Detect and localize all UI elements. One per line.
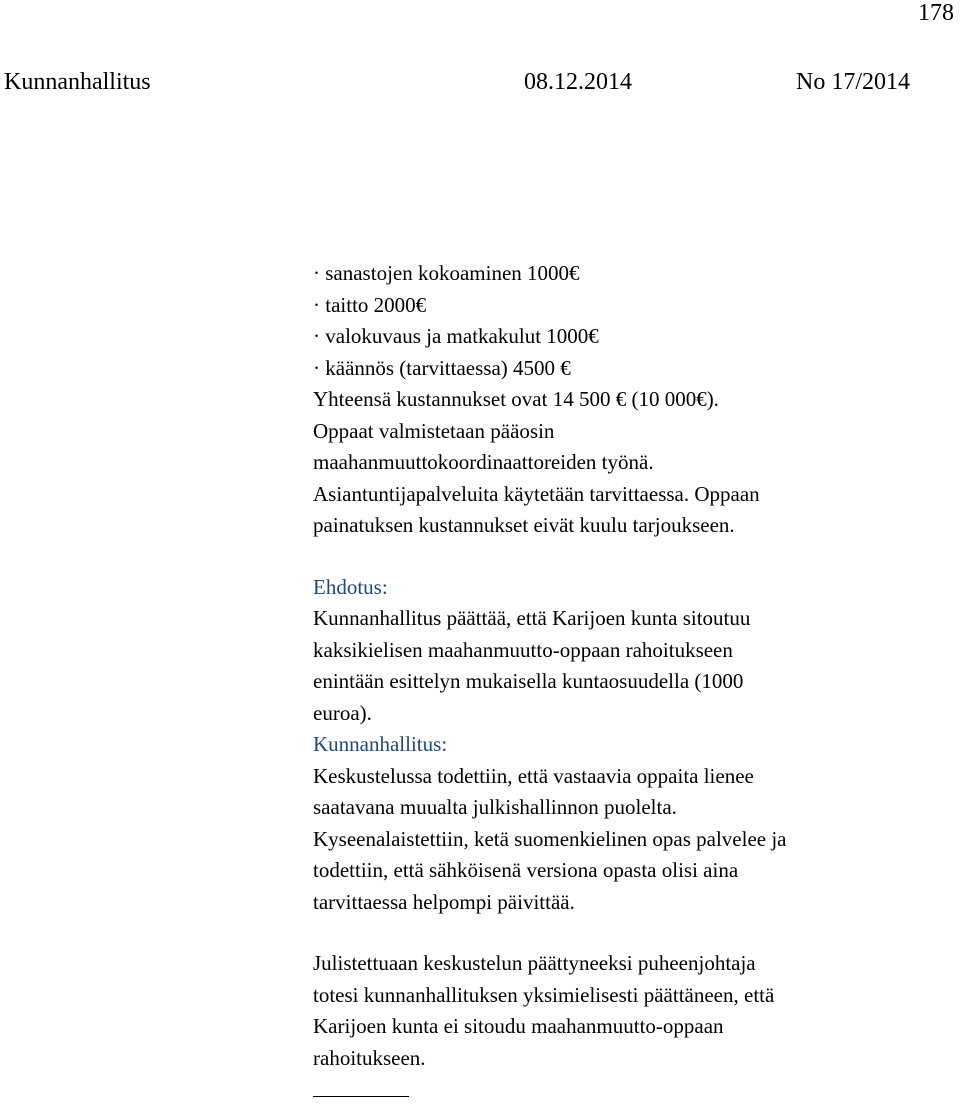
signature-rule (313, 1096, 409, 1097)
list-item: · taitto 2000€ (313, 292, 427, 317)
paragraph-line: enintään esittelyn mukaisella kuntaosuudella (1000 (313, 669, 744, 693)
cost-list (313, 258, 943, 384)
paragraph-line: Keskustelussa todettiin, että vastaavia oppaita lienee (313, 763, 754, 788)
paragraph-line: Kunnanhallitus päättää, että Karijoen kunta sitoutuu (313, 606, 751, 630)
paragraph-line: kaksikielisen maahanmuutto-oppaan rahoitukseen (313, 637, 733, 662)
board-heading: Kunnanhallitus: (313, 732, 448, 756)
paragraph-line: Kyseenalaistettiin, ketä suomenkielinen opas palvelee ja (313, 826, 787, 851)
list-item: · valokuvaus ja matkakulut 1000€ (313, 324, 599, 348)
paragraph-line: totesi kunnanhallituksen yksimielisesti päättäneen, että (313, 982, 775, 1007)
header-date: 08.12.2014 (524, 69, 632, 95)
paragraph-line: Asiantuntijapalveluita käytetään tarvittaessa. Oppaan (313, 481, 760, 506)
header-meeting-number: No 17/2014 (796, 69, 910, 95)
paragraph-line: maahanmuuttokoordinaattoreiden työnä. (313, 450, 654, 474)
header-body-name: Kunnanhallitus (4, 69, 151, 95)
paragraph-line: Yhteensä kustannukset ovat 14 500 € (10 000€). (313, 387, 719, 411)
proposal-section (313, 572, 943, 730)
document-header (4, 66, 924, 98)
decision-section (313, 948, 943, 1074)
paragraph-line: Oppaat valmistetaan pääosin (313, 418, 555, 443)
list-item: · sanastojen kokoaminen 1000€ (313, 261, 580, 285)
paragraph-line: saatavana muualta julkishallinnon puolelta. (313, 795, 677, 819)
paragraph-line: Karijoen kunta ei sitoudu maahanmuutto-oppaan (313, 1014, 724, 1038)
list-item: · käännös (tarvittaessa) 4500 € (313, 355, 571, 380)
description-paragraph (313, 384, 943, 542)
paragraph-line: rahoitukseen. (313, 1045, 426, 1070)
proposal-heading: Ehdotus: (313, 574, 388, 599)
document-body (313, 258, 943, 1097)
page-number: 178 (918, 0, 954, 26)
paragraph-line: Julistettuaan keskustelun päättyneeksi puheenjohtaja (313, 951, 756, 975)
paragraph-line: todettiin, että sähköisenä versiona opasta olisi aina (313, 858, 739, 882)
board-section (313, 729, 943, 918)
paragraph-line: euroa). (313, 700, 372, 725)
paragraph-line: painatuksen kustannukset eivät kuulu tarjoukseen. (313, 513, 735, 537)
paragraph-line: tarvittaessa helpompi päivittää. (313, 889, 575, 914)
